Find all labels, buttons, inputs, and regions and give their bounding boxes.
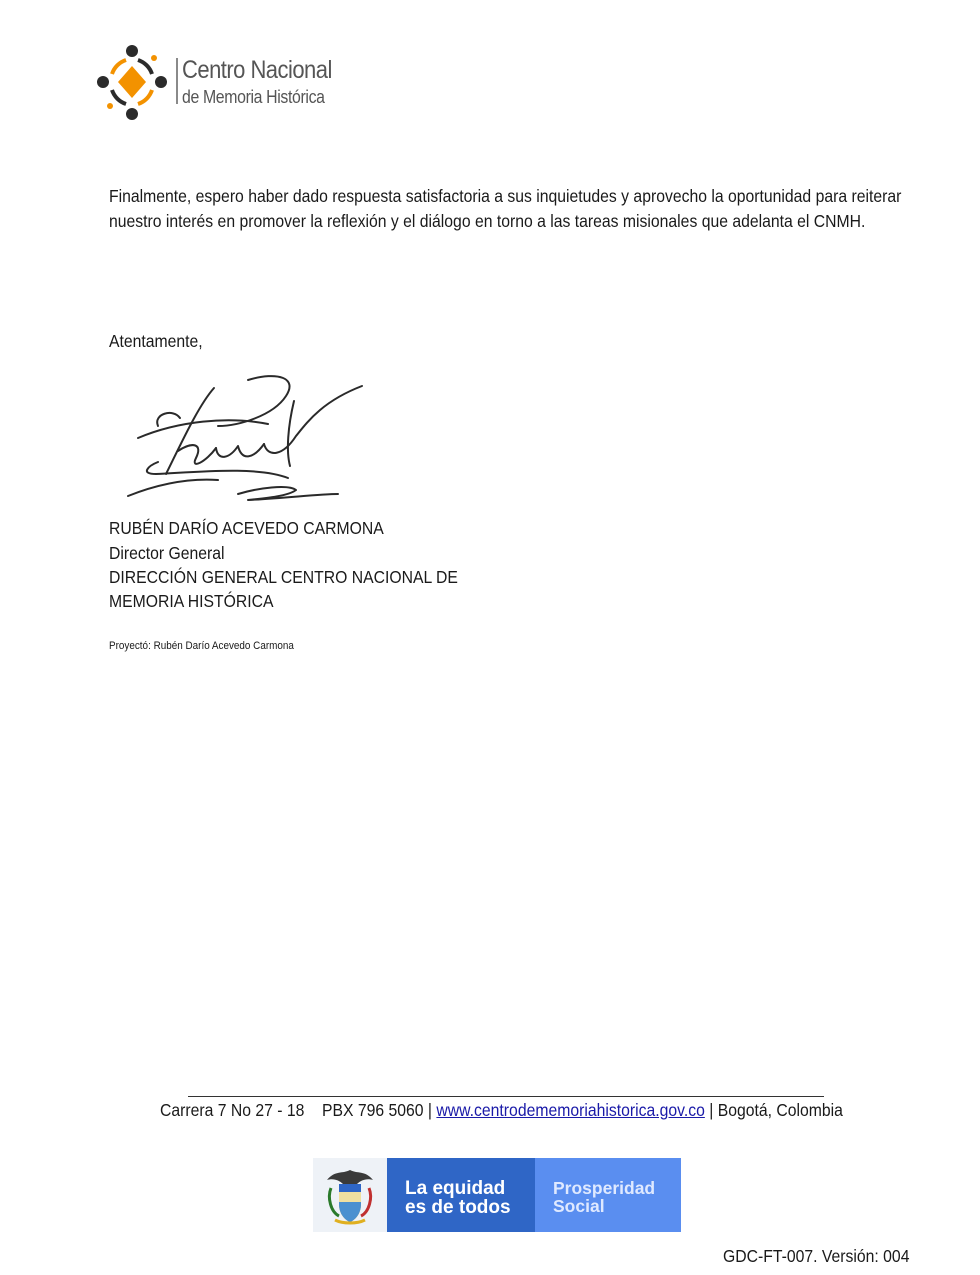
logo-title: Centro Nacional: [182, 56, 332, 84]
handwritten-signature: [118, 366, 378, 511]
website-link[interactable]: www.centrodememoriahistorica.gov.co: [436, 1100, 705, 1120]
footer-separator: |: [709, 1100, 714, 1120]
paragraph-line: nuestro interés en promover la reflexión y el diálogo en torno a las tareas misionales que adelanta el CNMH.: [109, 211, 866, 231]
closing: Atentamente,: [109, 331, 203, 351]
banner-slogan: es de todos: [405, 1197, 511, 1218]
footer-phone: PBX 796 5060: [321, 1100, 424, 1120]
signer-org: DIRECCIÓN GENERAL CENTRO NACIONAL DE: [109, 567, 458, 587]
footer-separator: |: [427, 1100, 433, 1120]
colombia-coat-of-arms-icon: [313, 1158, 387, 1232]
footer-contact: [160, 1100, 843, 1121]
banner-entity: Prosperidad: [553, 1178, 656, 1198]
paragraph-line: Finalmente, espero haber dado respuesta satisfactoria a sus inquietudes y aprovecho la oportunidad para reiterar: [109, 186, 902, 206]
banner-slogan: La equidad: [405, 1178, 506, 1199]
footer-city: Bogotá, Colombia: [717, 1100, 843, 1120]
body-paragraph: [109, 184, 902, 234]
signer-title: Director General: [109, 543, 225, 563]
signer-name: RUBÉN DARÍO ACEVEDO CARMONA: [109, 518, 384, 538]
footer-address: Carrera 7 No 27 - 18: [160, 1100, 305, 1120]
shield-panel: [313, 1158, 387, 1232]
logo-subtitle: de Memoria Histórica: [182, 87, 325, 107]
signer-org: MEMORIA HISTÓRICA: [109, 591, 274, 611]
logo-divider: [176, 58, 178, 104]
banner-entity: Social: [553, 1196, 605, 1216]
government-banner: [313, 1158, 681, 1232]
document-version: GDC-FT-007. Versión: 004: [723, 1246, 910, 1266]
cnmh-people-circle-icon: [96, 44, 168, 122]
cnmh-logo: [96, 44, 332, 124]
project-note: Proyectó: Rubén Darío Acevedo Carmona: [109, 640, 294, 652]
footer-divider: [188, 1096, 824, 1097]
